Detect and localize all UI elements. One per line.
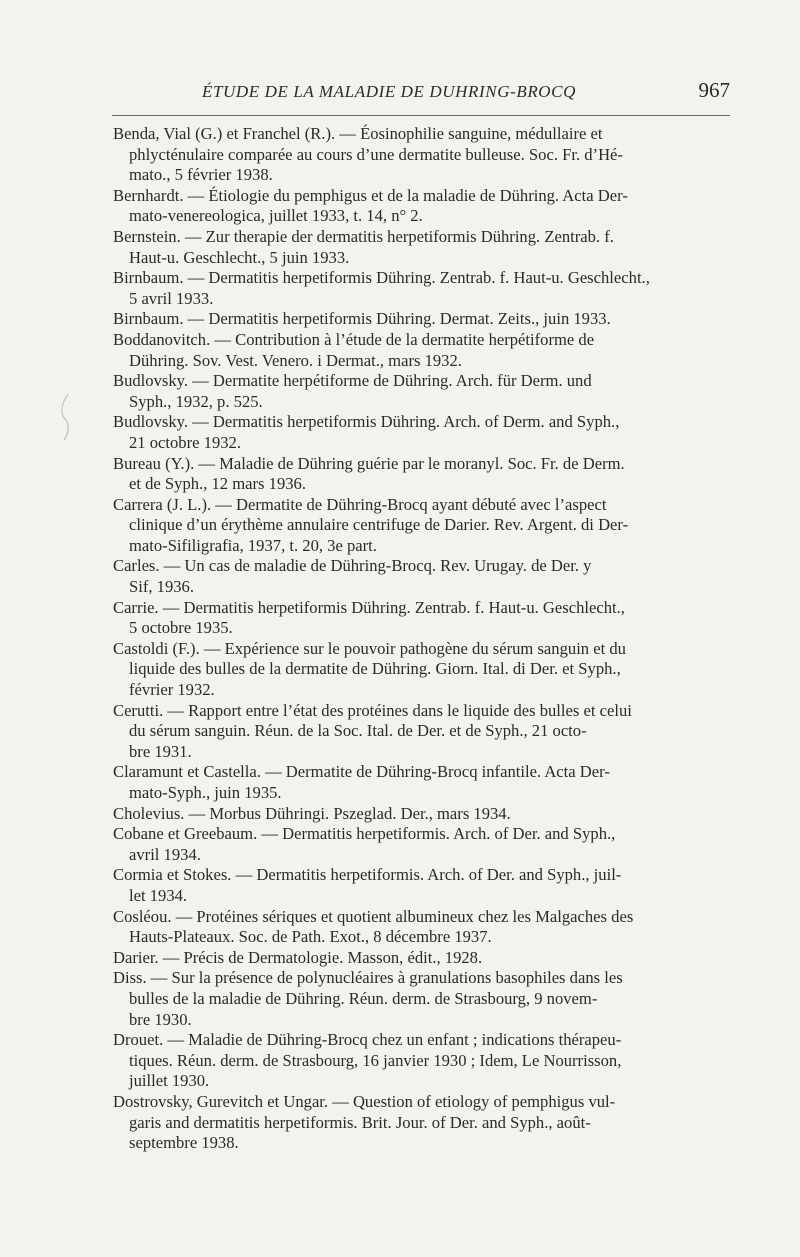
entry-line: Cobane et Greebaum. — Dermatitis herpetiformis. Arch. of Der. and Syph., xyxy=(113,824,616,844)
entry-line: garis and dermatitis herpetiformis. Brit. Jour. of Der. and Syph., août- xyxy=(129,1112,591,1132)
bibliography-entry xyxy=(112,556,732,597)
entry-line: mato-Syph., juin 1935. xyxy=(129,783,282,802)
entry-line: Castoldi (F.). — Expérience sur le pouvoir pathogène du sérum sanguin et du xyxy=(113,638,626,658)
entry-line: Cerutti. — Rapport entre l’état des protéines dans le liquide des bulles et celui xyxy=(113,700,632,720)
entry-line: bre 1930. xyxy=(129,1009,192,1029)
entry-line: Dostrovsky, Gurevitch et Ungar. — Question of etiology of pemphigus vul- xyxy=(113,1091,616,1111)
entry-line: Bernstein. — Zur therapie der dermatitis herpetiformis Dühring. Zentrab. f. xyxy=(113,226,614,246)
entry-line: let 1934. xyxy=(129,885,188,905)
entry-line: Bernhardt. — Étiologie du pemphigus et de la maladie de Dühring. Acta Der- xyxy=(113,185,628,205)
entry-line: Budlovsky. — Dermatitis herpetiformis Dühring. Arch. of Derm. and Syph., xyxy=(113,412,620,432)
entry-line: Birnbaum. — Dermatitis herpetiformis Dühring. Zentrab. f. Haut-u. Geschlecht., xyxy=(113,268,650,288)
bibliography-entry xyxy=(112,495,732,557)
header-rule xyxy=(112,115,730,116)
entry-line: Cormia et Stokes. — Dermatitis herpetiformis. Arch. of Der. and Syph., juil- xyxy=(113,865,622,885)
bibliography-entry xyxy=(112,865,732,906)
entry-line: bulles de la maladie de Dühring. Réun. derm. de Strasbourg, 9 novem- xyxy=(129,988,598,1008)
entry-line: Boddanovitch. — Contribution à l’étude de la dermatite herpétiforme de xyxy=(113,329,595,349)
entry-line: du sérum sanguin. Réun. de la Soc. Ital. de Der. et de Syph., 21 octo- xyxy=(129,721,587,741)
entry-line: Darier. — Précis de Dermatologie. Masson, édit., 1928. xyxy=(113,947,483,967)
entry-line: bre 1931. xyxy=(129,741,192,761)
page-header xyxy=(112,74,730,114)
bibliography-entry xyxy=(112,968,732,1030)
entry-line: 5 octobre 1935. xyxy=(129,618,233,638)
bibliography-entry xyxy=(112,762,732,803)
entry-line: mato-venereologica, juillet 1933, t. 14, n° 2. xyxy=(129,206,423,226)
entry-line: Syph., 1932, p. 525. xyxy=(129,391,263,411)
entry-line: février 1932. xyxy=(129,680,215,700)
entry-line: Carrie. — Dermatitis herpetiformis Dühring. Zentrab. f. Haut-u. Geschlecht., xyxy=(113,597,625,617)
entry-line: et de Syph., 12 mars 1936. xyxy=(129,474,306,494)
entry-line: Birnbaum. — Dermatitis herpetiformis Dühring. Dermat. Zeits., juin 1933. xyxy=(113,309,611,329)
bibliography-entry xyxy=(112,804,732,825)
bibliography-entry xyxy=(112,454,732,495)
entry-line: 21 octobre 1932. xyxy=(129,432,241,452)
entry-line: Diss. — Sur la présence de polynucléaires à granulations basophiles dans les xyxy=(113,968,623,988)
entry-line: Haut-u. Geschlecht., 5 juin 1933. xyxy=(129,247,350,267)
bibliography-list xyxy=(112,124,732,1154)
entry-line: juillet 1930. xyxy=(129,1071,210,1091)
entry-line: avril 1934. xyxy=(129,844,201,864)
bibliography-entry xyxy=(112,371,732,412)
entry-line: Bureau (Y.). — Maladie de Dühring guérie par le moranyl. Soc. Fr. de Derm. xyxy=(113,453,625,473)
bibliography-entry xyxy=(112,1092,732,1154)
entry-line: Claramunt et Castella. — Dermatite de Dühring-Brocq infantile. Acta Der- xyxy=(113,762,610,782)
margin-pencil-mark xyxy=(56,392,76,442)
bibliography-entry xyxy=(112,907,732,948)
entry-line: septembre 1938. xyxy=(129,1133,239,1153)
page-number: 967 xyxy=(698,78,730,102)
entry-line: phlycténulaire comparée au cours d’une dermatite bulleuse. Soc. Fr. d’Hé- xyxy=(129,144,623,164)
entry-line: Carles. — Un cas de maladie de Dühring-Brocq. Rev. Urugay. de Der. y xyxy=(113,556,592,576)
bibliography-entry xyxy=(112,701,732,763)
entry-line: mato., 5 février 1938. xyxy=(129,165,273,185)
bibliography-entry xyxy=(112,948,732,969)
entry-line: Sif, 1936. xyxy=(129,577,194,597)
bibliography-entry xyxy=(112,598,732,639)
entry-line: Hauts-Plateaux. Soc. de Path. Exot., 8 décembre 1937. xyxy=(129,927,492,947)
bibliography-entry xyxy=(112,227,732,268)
bibliography-entry xyxy=(112,186,732,227)
bibliography-entry xyxy=(112,309,732,330)
bibliography-entry xyxy=(112,268,732,309)
bibliography-entry xyxy=(112,639,732,701)
entry-line: Carrera (J. L.). — Dermatite de Dühring-Brocq ayant débuté avec l’aspect xyxy=(113,494,607,514)
bibliography-entry xyxy=(112,1030,732,1092)
bibliography-entry xyxy=(112,330,732,371)
entry-line: tiques. Réun. derm. de Strasbourg, 16 janvier 1930 ; Idem, Le Nourrisson, xyxy=(129,1050,622,1070)
bibliography-entry xyxy=(112,824,732,865)
bibliography-entry xyxy=(112,124,732,186)
entry-line: clinique d’un érythème annulaire centrifuge de Darier. Rev. Argent. di Der- xyxy=(129,515,629,535)
entry-line: Drouet. — Maladie de Dühring-Brocq chez un enfant ; indications thérapeu- xyxy=(113,1030,622,1050)
bibliography-entry xyxy=(112,412,732,453)
entry-line: Dühring. Sov. Vest. Venero. i Dermat., mars 1932. xyxy=(129,350,462,370)
entry-line: 5 avril 1933. xyxy=(129,288,214,308)
entry-line: liquide des bulles de la dermatite de Dühring. Giorn. Ital. di Der. et Syph., xyxy=(129,659,621,679)
entry-line: Budlovsky. — Dermatite herpétiforme de Dühring. Arch. für Derm. und xyxy=(113,371,592,391)
entry-line: mato-Sifiligrafia, 1937, t. 20, 3e part. xyxy=(129,535,377,555)
running-title: ÉTUDE DE LA MALADIE DE DUHRING-BROCQ xyxy=(202,82,577,101)
entry-line: Cosléou. — Protéines sériques et quotient albumineux chez les Malgaches des xyxy=(113,906,634,926)
entry-line: Benda, Vial (G.) et Franchel (R.). — Éosinophilie sanguine, médullaire et xyxy=(113,124,603,143)
entry-line: Cholevius. — Morbus Dühringi. Pszeglad. Der., mars 1934. xyxy=(113,803,511,823)
